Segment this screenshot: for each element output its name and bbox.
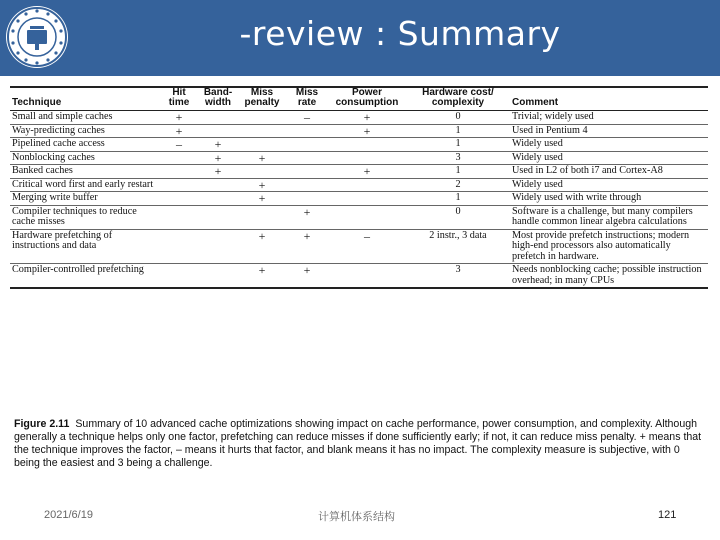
header-complexity: Hardware cost/ complexity xyxy=(422,87,494,108)
power-cell xyxy=(328,205,406,229)
complexity-cell: 0 xyxy=(455,111,461,122)
table-row xyxy=(10,138,708,152)
miss-penalty-cell xyxy=(238,165,286,179)
table-row xyxy=(10,205,708,229)
figure-caption xyxy=(14,418,708,470)
miss-penalty-cell: + xyxy=(258,177,266,192)
miss-penalty-cell xyxy=(238,111,286,125)
comment-cell: Software is a challenge, but many compilers handle common linear algebra calculations xyxy=(512,205,693,227)
miss-penalty-cell xyxy=(238,124,286,138)
power-cell: – xyxy=(364,228,370,243)
miss-rate-cell xyxy=(286,151,328,165)
table-row xyxy=(10,124,708,138)
miss-penalty-cell: + xyxy=(258,191,266,205)
technique-cell: Nonblocking caches xyxy=(12,151,95,163)
bandwidth-cell xyxy=(198,178,238,192)
header-technique: Technique xyxy=(12,97,62,108)
miss-rate-cell xyxy=(286,165,328,179)
miss-rate-cell: – xyxy=(304,110,310,124)
complexity-cell: 3 xyxy=(455,151,461,163)
bandwidth-cell: + xyxy=(214,164,222,178)
comment-cell: Widely used xyxy=(512,138,563,149)
header-comment: Comment xyxy=(512,97,559,108)
power-cell: + xyxy=(363,164,371,178)
complexity-cell: 0 xyxy=(455,205,461,217)
slide-title: -review : Summary xyxy=(239,14,561,53)
bandwidth-cell xyxy=(198,192,238,206)
comment-cell: Needs nonblocking cache; possible instruction overhead; in many CPUs xyxy=(512,264,702,286)
technique-cell: Hardware prefetching of instructions and data xyxy=(12,229,113,251)
bandwidth-cell: + xyxy=(214,137,222,151)
table-row xyxy=(10,165,708,179)
comment-cell: Widely used with write through xyxy=(512,192,642,203)
power-cell xyxy=(328,151,406,165)
complexity-cell: 1 xyxy=(455,165,461,176)
footer-date: 2021/6/19 xyxy=(44,509,93,521)
complexity-cell: 2 instr., 3 data xyxy=(429,229,487,241)
comment-cell: Used in L2 of both i7 and Cortex-A8 xyxy=(512,165,663,176)
power-cell: + xyxy=(363,110,371,124)
miss-rate-cell xyxy=(286,138,328,152)
power-cell xyxy=(328,138,406,152)
comment-cell: Most provide prefetch instructions; modern high-end processors also automatically prefetch in hardware. xyxy=(512,229,690,262)
table-row xyxy=(10,151,708,165)
hit-time-cell xyxy=(160,205,198,229)
miss-rate-cell: + xyxy=(303,263,311,277)
table-row xyxy=(10,178,708,192)
complexity-cell: 3 xyxy=(455,264,461,275)
hit-time-cell: + xyxy=(175,123,183,138)
technique-cell: Small and simple caches xyxy=(12,111,113,122)
miss-penalty-cell: + xyxy=(258,263,266,277)
miss-rate-cell xyxy=(286,178,328,192)
textbook-figure xyxy=(10,86,710,486)
hit-time-cell xyxy=(160,165,198,179)
table-header-row xyxy=(10,87,708,111)
hit-time-cell: – xyxy=(176,137,182,151)
table-row xyxy=(10,192,708,206)
comment-cell: Trivial; widely used xyxy=(512,111,594,122)
hit-time-cell xyxy=(160,151,198,165)
university-seal-icon xyxy=(4,4,70,70)
hit-time-cell xyxy=(160,264,198,289)
header-power: Power consumption xyxy=(335,87,399,108)
bandwidth-cell xyxy=(198,229,238,264)
footer-course-name: 计算机体系结构 xyxy=(318,511,395,523)
bandwidth-cell xyxy=(198,205,238,229)
hit-time-cell xyxy=(160,229,198,264)
header-miss-penalty: Miss penalty xyxy=(244,87,280,108)
power-cell xyxy=(328,264,406,289)
technique-cell: Banked caches xyxy=(12,165,73,176)
miss-rate-cell xyxy=(286,192,328,206)
complexity-cell: 2 xyxy=(455,178,461,190)
comment-cell: Widely used xyxy=(512,151,563,163)
slide-header xyxy=(0,0,720,76)
bandwidth-cell: + xyxy=(214,150,222,165)
figure-label: Figure 2.11 xyxy=(14,418,70,430)
miss-penalty-cell xyxy=(238,205,286,229)
header-bandwidth: Band- width xyxy=(203,87,233,108)
bandwidth-cell xyxy=(198,264,238,289)
power-cell: + xyxy=(363,123,371,138)
miss-rate-cell xyxy=(286,124,328,138)
complexity-cell: 1 xyxy=(455,124,461,136)
miss-rate-cell: + xyxy=(303,204,311,219)
miss-rate-cell: + xyxy=(303,228,311,243)
technique-cell: Pipelined cache access xyxy=(12,138,105,149)
hit-time-cell: + xyxy=(175,110,183,124)
bandwidth-cell xyxy=(198,111,238,125)
page-number: 121 xyxy=(658,509,677,521)
technique-cell: Way-predicting caches xyxy=(12,124,105,136)
technique-cell: Critical word first and early restart xyxy=(12,178,154,190)
power-cell xyxy=(328,192,406,206)
figure-caption-text: Summary of 10 advanced cache optimizations showing impact on cache performance, power consumption, and complexity. Although generally a technique helps only one factor, prefetching can reduce misses if done sufficiently early; if not, it can reduce miss penalty. + means that the technique improves the factor, – means it hurts that factor, and blank means it has no impact. The complexity measure is subjective, with 0 being the easiest and 3 being a challenge. xyxy=(14,418,702,469)
complexity-cell: 1 xyxy=(455,138,461,149)
technique-cell: Compiler-controlled prefetching xyxy=(12,264,144,275)
table-row xyxy=(10,229,708,264)
miss-penalty-cell: + xyxy=(258,150,266,165)
technique-cell: Compiler techniques to reduce cache misses xyxy=(12,205,137,227)
cache-optimizations-table xyxy=(10,86,708,289)
table-row xyxy=(10,111,708,125)
miss-penalty-cell: + xyxy=(258,228,266,243)
miss-penalty-cell xyxy=(238,138,286,152)
comment-cell: Used in Pentium 4 xyxy=(512,124,588,136)
comment-cell: Widely used xyxy=(512,178,563,190)
hit-time-cell xyxy=(160,178,198,192)
bandwidth-cell xyxy=(198,124,238,138)
power-cell xyxy=(328,178,406,192)
table-row xyxy=(10,264,708,289)
technique-cell: Merging write buffer xyxy=(12,192,98,203)
complexity-cell: 1 xyxy=(455,192,461,203)
header-miss-rate: Miss rate xyxy=(295,87,319,108)
hit-time-cell xyxy=(160,192,198,206)
header-hit-time: Hit time xyxy=(168,87,190,108)
